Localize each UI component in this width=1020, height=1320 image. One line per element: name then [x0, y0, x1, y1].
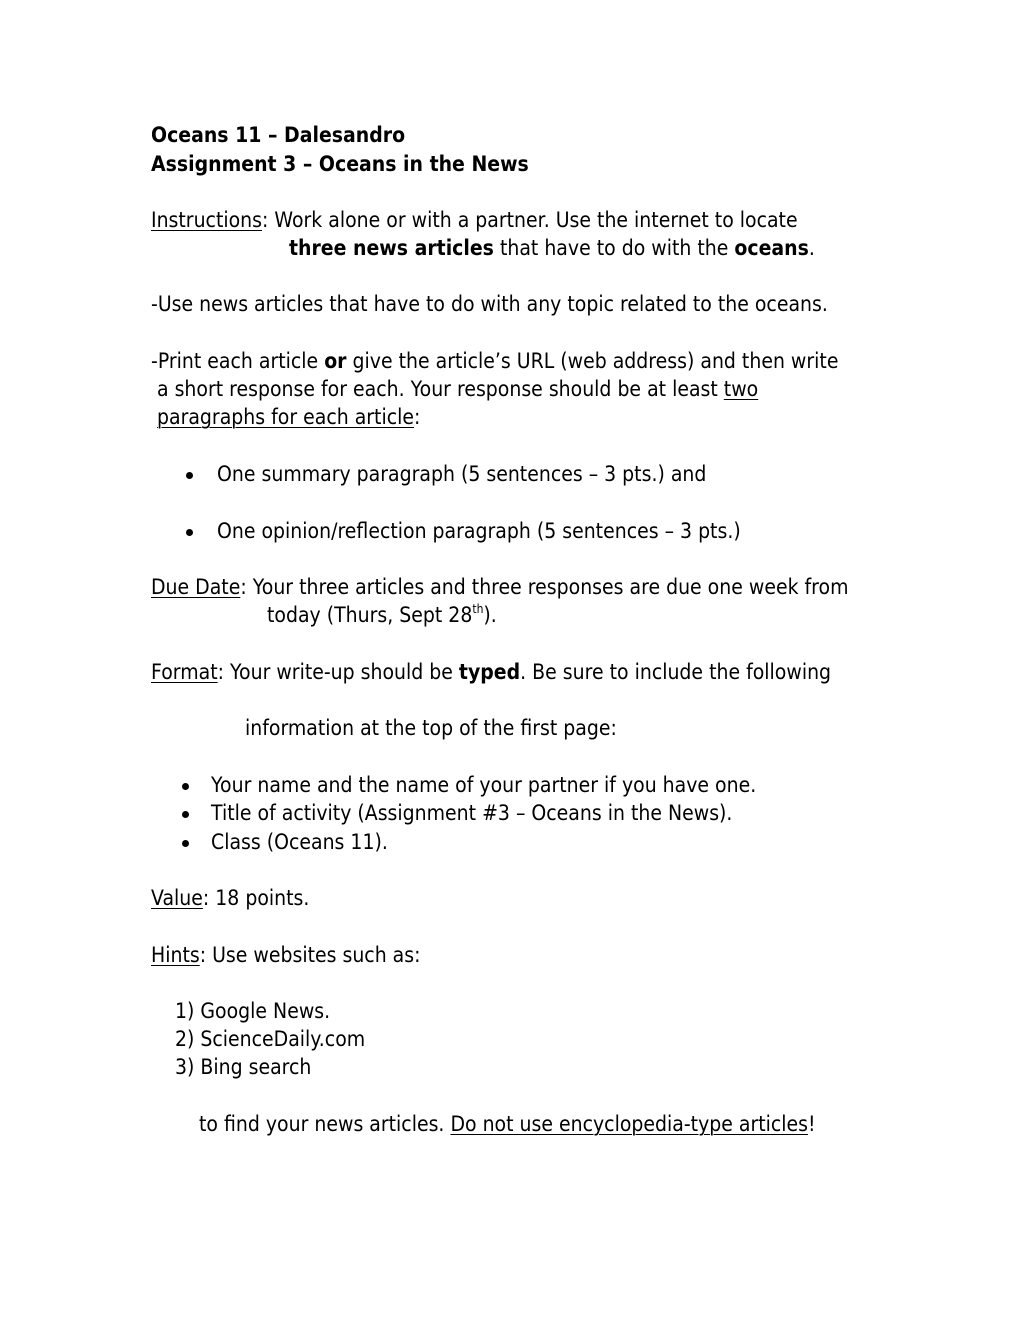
format-label: Format — [151, 660, 218, 684]
or-emphasis: or — [324, 349, 347, 373]
topic-note: -Use news articles that have to do with any topic related to the oceans. — [151, 292, 828, 316]
format-line-2: information at the top of the first page: — [245, 716, 617, 740]
value-line: Value: 18 points. — [151, 886, 310, 910]
hints-closing-line: to find your news articles. Do not use encyclopedia-type articles! — [199, 1112, 816, 1136]
bullet-icon — [182, 840, 189, 847]
hints-label: Hints — [151, 943, 200, 967]
bullet-your-name: Your name and the name of your partner if you have one. — [211, 773, 757, 797]
due-date-label: Due Date — [151, 575, 241, 599]
oceans-emphasis: oceans — [734, 236, 809, 260]
typed-emphasis: typed — [458, 660, 521, 684]
print-note-line-3: paragraphs for each article: — [157, 405, 421, 429]
format-line-1: Format: Your write-up should be typed. Be sure to include the following — [151, 660, 832, 684]
hint-site-bing-search: 3) Bing search — [175, 1055, 312, 1079]
instructions-line-1: Instructions: Work alone or with a partner. Use the internet to locate — [151, 208, 798, 232]
due-date-line-1: Due Date: Your three articles and three responses are due one week from — [151, 575, 849, 599]
three-news-articles-emphasis: three news articles — [289, 236, 494, 260]
bullet-icon — [182, 783, 189, 790]
bullet-summary-paragraph: One summary paragraph (5 sentences – 3 pts.) and — [217, 462, 707, 486]
document-title: Oceans 11 – Dalesandro — [151, 123, 406, 147]
hint-site-sciencedaily: 2) ScienceDaily.com — [175, 1027, 366, 1051]
due-date-line-2: today (Thurs, Sept 28th). — [267, 602, 497, 627]
bullet-icon — [182, 811, 189, 818]
bullet-class: Class (Oceans 11). — [211, 830, 388, 854]
hint-site-google-news: 1) Google News. — [175, 999, 331, 1023]
instructions-line-2: three news articles that have to do with the oceans. — [289, 236, 815, 260]
assignment-title: Assignment 3 – Oceans in the News — [151, 152, 529, 176]
bullet-opinion-paragraph: One opinion/reflection paragraph (5 sentences – 3 pts.) — [217, 519, 741, 543]
print-note-line-1: -Print each article or give the article’s URL (web address) and then write — [151, 349, 839, 373]
bullet-icon — [186, 472, 193, 479]
bullet-icon — [186, 529, 193, 536]
instructions-label: Instructions — [151, 208, 263, 232]
print-note-line-2: a short response for each. Your response should be at least two — [157, 377, 759, 401]
hints-line: Hints: Use websites such as: — [151, 943, 421, 967]
two-paragraphs-underline-2: paragraphs for each article — [157, 405, 414, 429]
no-encyclopedia-warning: Do not use encyclopedia-type articles — [450, 1112, 809, 1136]
value-label: Value — [151, 886, 203, 910]
two-paragraphs-underline-1: two — [723, 377, 759, 401]
bullet-title-of-activity: Title of activity (Assignment #3 – Oceans in the News). — [211, 801, 733, 825]
